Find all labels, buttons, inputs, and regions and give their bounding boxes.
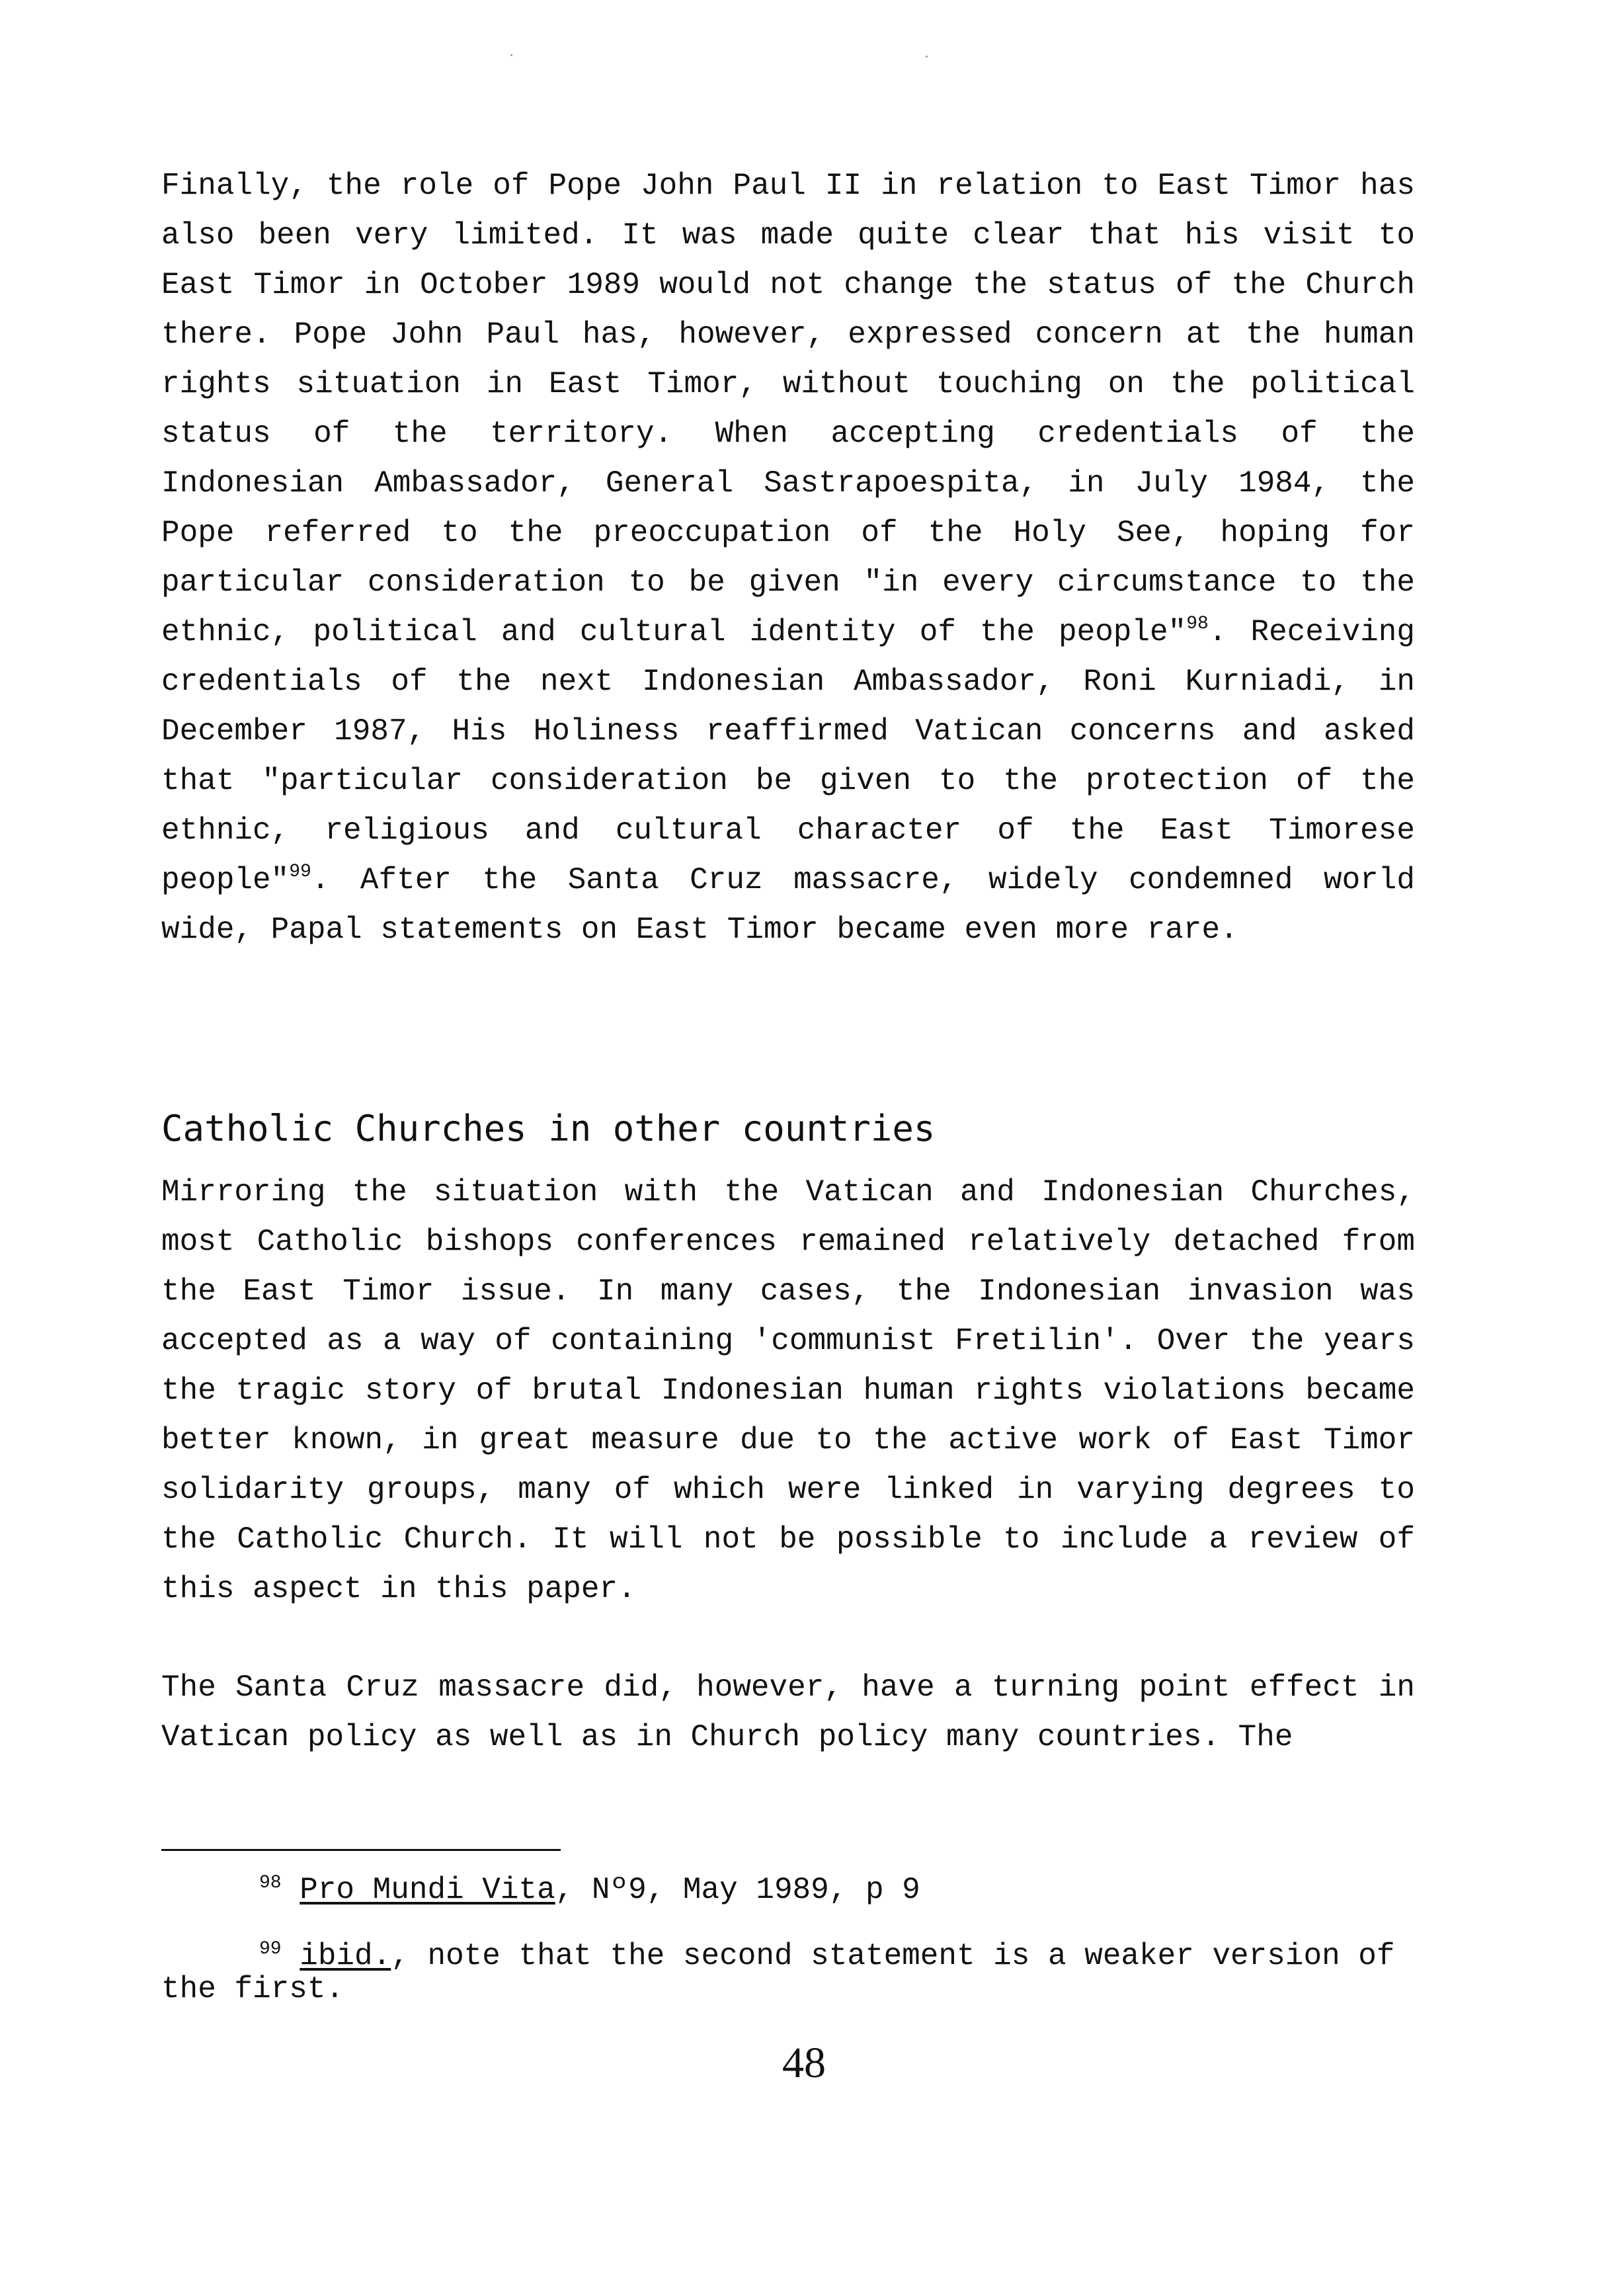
footnote-text: , Nº9, May 1989, p 9	[555, 1873, 920, 1907]
paragraph-other-churches: Mirroring the situation with the Vatican and Indonesian Churches, most Catholic bishops conferences remained relatively detached from the East Timor issue. In many cases, the Indonesian invasion was accepted as a way of containing 'communist Fretilin'. Over the years the tragic story of brutal Indonesian human rights violations became better known, in great measure due to the active work of East Timor solidarity groups, many of which were linked in varying degrees to the Catholic Church. It will not be possible to include a review of this aspect in this paper.	[161, 1175, 1415, 1606]
paragraph-text: . After the Santa Cruz massacre, widely condemned world wide, Papal statements on East Timor became even more rare.	[161, 863, 1415, 947]
footnote-ref-99: 99	[289, 862, 311, 882]
paragraph-santa-cruz: The Santa Cruz massacre did, however, have a turning point effect in Vatican policy as well as in Church policy many countries. The	[161, 1670, 1415, 1754]
paragraph-text: Finally, the role of Pope John Paul II in relation to East Timor has also been very limited. It was made quite clear that his visit to East Timor in October 1989 would not change the status of the Church there. Pope John Paul has, however, expressed concern at the human rights situation in East Timor, without touching on the political status of the territory. When accepting credentials of the Indonesian Ambassador, General Sastrapoespita, in July 1984, the Pope referred to the preoccupation of the Holy See, hoping for particular consideration to be given "in every circumstance to the ethnic, political and cultural identity of the people"	[161, 169, 1415, 649]
section-heading: Catholic Churches in other countries	[161, 1108, 936, 1149]
footnote-source: Pro Mundi Vita	[300, 1873, 555, 1907]
footnote-source: ibid.	[300, 1939, 391, 1973]
footnote-99	[161, 1940, 1415, 2006]
footnote-number: 98	[259, 1873, 282, 1893]
scan-speck	[510, 54, 512, 56]
footnote-ref-98: 98	[1186, 614, 1209, 634]
paragraph-text: . Receiving credentials of the next Indonesian Ambassador, Roni Kurniadi, in December 1987, His Holiness reaffirmed Vatican concerns and asked that "particular consideration be given to the protection of the ethnic, religious and cultural character of the East Timorese people"	[161, 615, 1415, 897]
paragraph-pope-role	[161, 161, 1415, 955]
footnote-text: , note that the second statement is a weaker version of the first.	[161, 1939, 1395, 2006]
footnote-divider	[161, 1849, 561, 1851]
scan-speck	[926, 56, 928, 58]
footnote-number: 99	[259, 1939, 282, 1959]
page-number: 48	[782, 2039, 826, 2087]
footnote-98	[161, 1873, 1415, 1906]
